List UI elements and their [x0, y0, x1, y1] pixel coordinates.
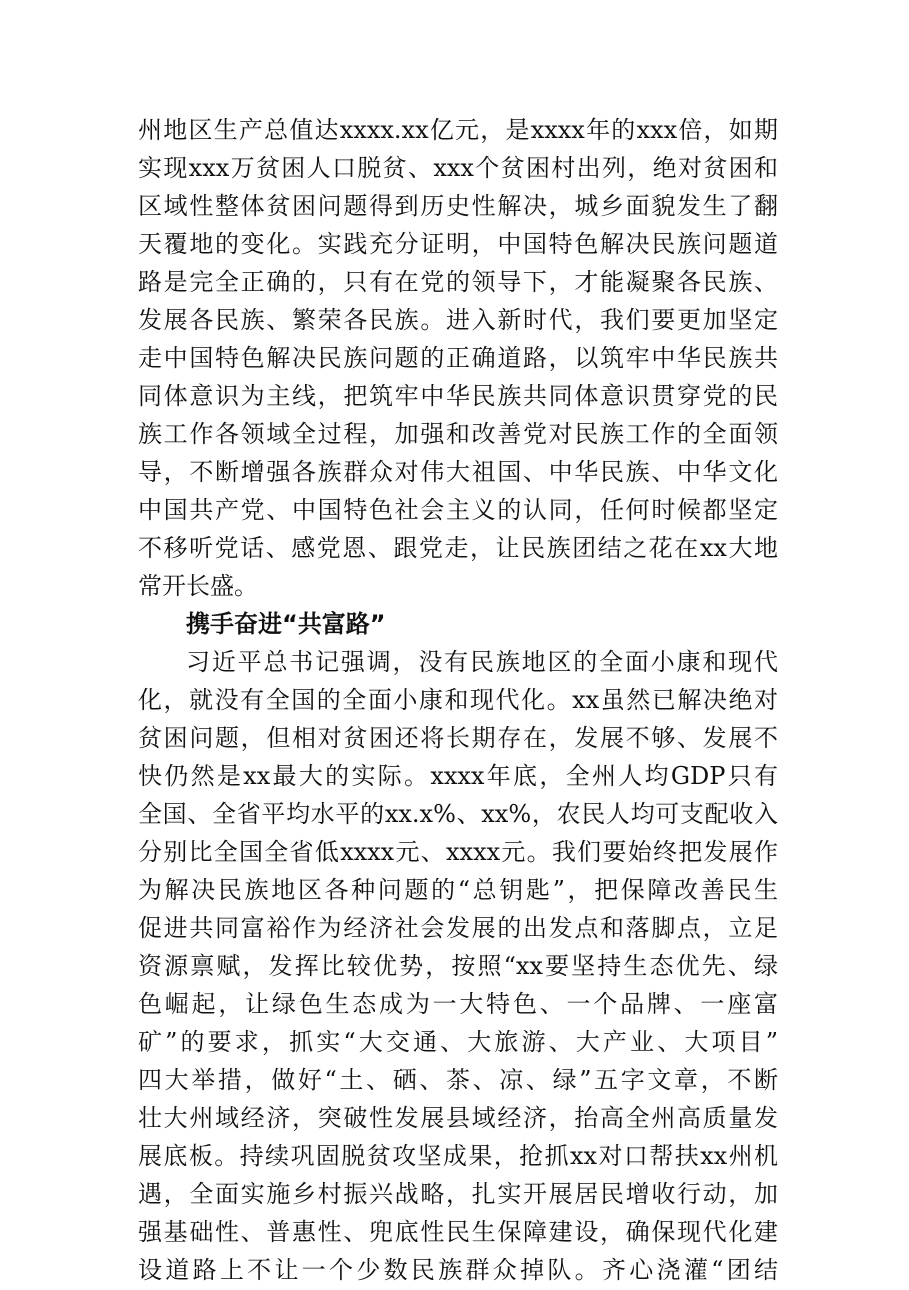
text-line: 化，就没有全国的全面小康和现代化。xx虽然已解决绝对 — [138, 686, 778, 714]
text-line: 分别比全国全省低xxxx元、xxxx元。我们要始终把发展作 — [138, 838, 778, 866]
section-heading: 携手奋进“共富路” — [186, 610, 386, 638]
text-line: 常开长盛。 — [138, 572, 258, 600]
text-line: 全国、全省平均水平的xx.x%、xx%，农民人均可支配收入 — [138, 800, 778, 828]
text-line: 促进共同富裕作为经济社会发展的出发点和落脚点，立足 — [138, 914, 778, 942]
text-line: 壮大州域经济，突破性发展县域经济，抬高全州高质量发 — [138, 1104, 778, 1132]
text-line: 四大举措，做好“土、硒、茶、凉、绿”五字文章，不断 — [138, 1066, 778, 1094]
text-line: 族工作各领域全过程，加强和改善党对民族工作的全面领 — [138, 420, 778, 448]
text-line: 走中国特色解决民族问题的正确道路，以筑牢中华民族共 — [138, 344, 778, 372]
text-line: 路是完全正确的，只有在党的领导下，才能凝聚各民族、 — [138, 268, 778, 296]
text-line: 州地区生产总值达xxxx.xx亿元，是xxxx年的xxx倍，如期 — [138, 116, 778, 144]
text-line: 展底板。持续巩固脱贫攻坚成果，抢抓xx对口帮扶xx州机 — [138, 1142, 778, 1170]
text-line: 色崛起，让绿色生态成为一大特色、一个品牌、一座富 — [138, 990, 778, 1018]
text-line: 导，不断增强各族群众对伟大祖国、中华民族、中华文化 — [138, 458, 778, 486]
text-line: 天覆地的变化。实践充分证明，中国特色解决民族问题道 — [138, 230, 778, 258]
text-line: 实现xxx万贫困人口脱贫、xxx个贫困村出列，绝对贫困和 — [138, 154, 778, 182]
text-line: 贫困问题，但相对贫困还将长期存在，发展不够、发展不 — [138, 724, 778, 752]
text-line: 习近平总书记强调，没有民族地区的全面小康和现代 — [186, 648, 778, 676]
text-line: 矿”的要求，抓实“大交通、大旅游、大产业、大项目” — [138, 1028, 778, 1056]
text-line: 同体意识为主线，把筑牢中华民族共同体意识贯穿党的民 — [138, 382, 778, 410]
text-line: 中国共产党、中国特色社会主义的认同，任何时候都坚定 — [138, 496, 778, 524]
text-line: 快仍然是xx最大的实际。xxxx年底，全州人均GDP只有 — [138, 762, 778, 790]
text-line: 区域性整体贫困问题得到历史性解决，城乡面貌发生了翻 — [138, 192, 778, 220]
text-line: 不移听党话、感党恩、跟党走，让民族团结之花在xx大地 — [138, 534, 778, 562]
text-line: 强基础性、普惠性、兜底性民生保障建设，确保现代化建 — [138, 1218, 778, 1246]
text-line: 为解决民族地区各种问题的“总钥匙”，把保障改善民生 — [138, 876, 778, 904]
text-line: 发展各民族、繁荣各民族。进入新时代，我们要更加坚定 — [138, 306, 778, 334]
text-line: 遇，全面实施乡村振兴战略，扎实开展居民增收行动，加 — [138, 1180, 778, 1208]
text-line: 设道路上不让一个少数民族群众掉队。齐心浇灌“团结 — [138, 1256, 778, 1284]
text-line: 资源禀赋，发挥比较优势，按照“xx要坚持生态优先、绿 — [138, 952, 778, 980]
